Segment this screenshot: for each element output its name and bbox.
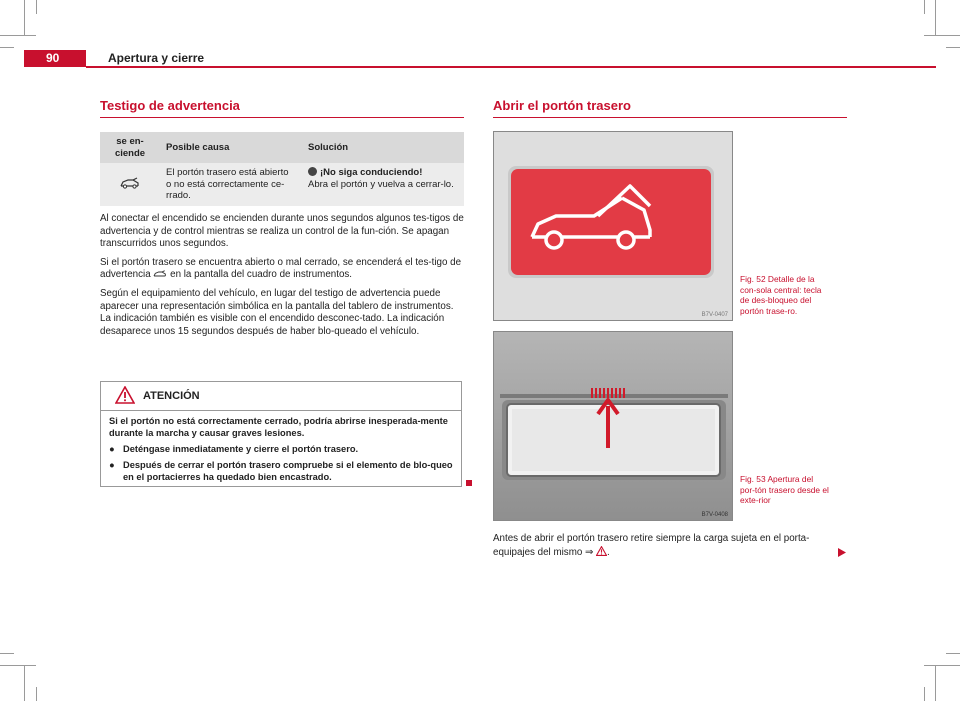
figure-53-caption: Fig. 53 Apertura del por-tón trasero desde el exte-rior [740,474,829,505]
stop-icon [308,167,317,176]
list-item [109,459,453,483]
paragraph [100,257,466,282]
crop-mark [36,0,37,14]
warning-header [101,382,461,411]
bullet-text: Deténgase inmediatamente y cierre el portón trasero. [123,444,359,454]
crop-mark [0,653,14,654]
figure-code: B7V-0408 [701,512,728,518]
table-cell-cause: El portón trasero está abierto o no está correctamente ce-rrado. [160,163,302,206]
warning-triangle-icon [115,386,135,404]
figure-52-console-button [493,131,733,321]
end-of-section-mark [466,480,472,486]
bullet-dot: ● [109,444,115,454]
warning-triangle-icon [596,546,607,556]
warning-intro: Si el portón no está correctamente cerrado, podría abrirse inesperada-mente durante la marcha y causar graves lesiones. [109,416,448,438]
crop-mark [924,687,925,701]
left-body-text [100,213,466,344]
table-header-solution: Solución [302,132,464,163]
crop-mark [36,687,37,701]
header-rule [86,66,936,68]
section-rule [493,117,847,118]
page-number: 90 [24,50,86,67]
table-cell-icon [100,163,160,206]
chapter-title: Apertura y cierre [108,51,205,65]
right-body-text [493,533,833,559]
crop-mark [0,665,36,666]
crop-mark [0,35,36,36]
table-row [100,163,464,206]
warning-box [100,381,462,487]
crop-mark [24,0,25,36]
car-hatch-open-icon [120,177,140,189]
section-title-open-tailgate: Abrir el portón trasero [493,98,631,113]
warning-light-table [100,132,464,206]
solution-title: ¡No siga conduciendo! [320,167,423,178]
figure-code: B7V-0407 [701,312,728,318]
crop-mark [924,35,960,36]
crop-mark [935,665,936,701]
figure-52-caption: Fig. 52 Detalle de la con-sola central: tecla de des-bloqueo del portón trase-ro. [740,274,822,316]
paragraph-part: en la pantalla del cuadro de instrumentos. [170,269,353,281]
section-title-warning-light: Testigo de advertencia [100,98,240,113]
crop-mark [946,653,960,654]
table-header-cause: Posible causa [160,132,302,163]
warning-body [101,411,461,487]
table-header-row [100,132,464,163]
figure-52-illustration [494,132,732,320]
table-cell-solution [302,163,464,206]
list-item [109,443,453,455]
paragraph-part: . [606,546,610,558]
section-rule [100,117,464,118]
crop-mark [924,0,925,14]
bullet-dot: ● [109,460,115,470]
continue-arrow-icon [838,548,846,557]
table-header-lights: se en- ciende [100,132,160,163]
figure-53-illustration [494,332,732,520]
crop-mark [935,0,936,36]
figure-53-tailgate-exterior [493,331,733,521]
crop-mark [0,47,14,48]
paragraph-part: Si el portón trasero se encuentra abierto o mal cerrado, se encenderá el tes-tigo de advertencia [100,256,462,281]
paragraph: Según el equipamiento del vehículo, en lugar del testigo de advertencia puede aparecer una representación simbólica en la pantalla del tablero de instrumentos. La indicación también es visible con el encendido desconec-tado. La indicación desaparece unos 15 segundos después de haber blo-queado el vehículo. [100,287,454,337]
bullet-text: Después de cerrar el portón trasero compruebe si el elemento de blo-queo en el portacierres ha quedado bien encastrado. [123,460,453,482]
solution-text: Abra el portón y vuelva a cerrar-lo. [308,178,454,190]
warning-title: ATENCIÓN [143,390,200,402]
crop-mark [924,665,960,666]
crop-mark [24,665,25,701]
crop-mark [946,47,960,48]
car-hatch-open-icon [153,270,167,278]
paragraph: Al conectar el encendido se encienden durante unos segundos algunos tes-tigos de advertencia y de control mientras se realiza un control de la fun-ción. Se apagan transcurridos unos segundos. [100,213,464,250]
paragraph-part: Antes de abrir el portón trasero retire siempre la carga sujeta en el porta-equipajes del mismo ⇒ [493,533,810,558]
